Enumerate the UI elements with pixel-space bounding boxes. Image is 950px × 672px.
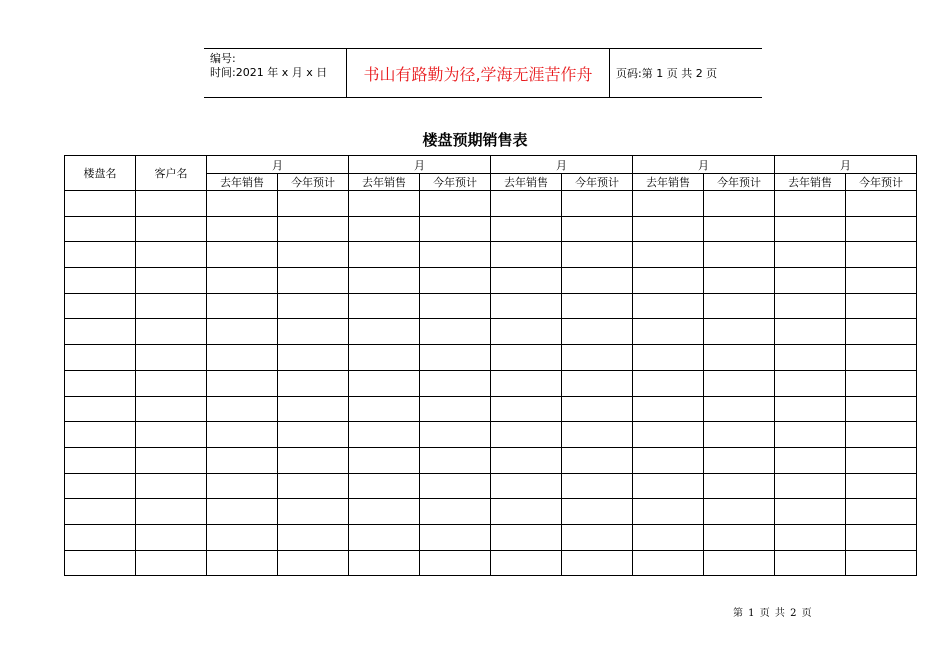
table-cell[interactable] xyxy=(775,422,846,448)
table-cell[interactable] xyxy=(349,216,420,242)
table-cell[interactable] xyxy=(136,242,207,268)
header-building-name: 楼盘名 xyxy=(65,156,136,191)
table-cell[interactable] xyxy=(136,473,207,499)
table-cell[interactable] xyxy=(136,216,207,242)
table-cell[interactable] xyxy=(349,268,420,294)
table-cell[interactable] xyxy=(704,191,775,217)
table-cell[interactable] xyxy=(278,422,349,448)
table-cell[interactable] xyxy=(633,191,704,217)
table-cell[interactable] xyxy=(775,191,846,217)
table-cell[interactable] xyxy=(65,524,136,550)
table-cell[interactable] xyxy=(136,293,207,319)
table-cell[interactable] xyxy=(278,499,349,525)
table-cell[interactable] xyxy=(633,499,704,525)
table-cell[interactable] xyxy=(846,396,917,422)
table-cell[interactable] xyxy=(704,268,775,294)
table-cell[interactable] xyxy=(846,216,917,242)
table-cell[interactable] xyxy=(846,447,917,473)
table-cell[interactable] xyxy=(491,422,562,448)
table-cell[interactable] xyxy=(775,473,846,499)
table-cell[interactable] xyxy=(207,524,278,550)
table-cell[interactable] xyxy=(207,345,278,371)
document-header xyxy=(204,48,762,98)
table-cell[interactable] xyxy=(491,370,562,396)
table-cell[interactable] xyxy=(491,473,562,499)
table-cell[interactable] xyxy=(633,268,704,294)
header-month: 月 xyxy=(775,156,917,174)
table-cell[interactable] xyxy=(420,550,491,576)
table-cell[interactable] xyxy=(207,473,278,499)
table-cell[interactable] xyxy=(775,499,846,525)
table-cell[interactable] xyxy=(349,499,420,525)
table-cell[interactable] xyxy=(775,447,846,473)
table-cell[interactable] xyxy=(420,473,491,499)
table-cell[interactable] xyxy=(65,345,136,371)
table-cell[interactable] xyxy=(420,499,491,525)
table-cell[interactable] xyxy=(207,499,278,525)
table-row xyxy=(65,268,917,294)
header-this-year-forecast: 今年预计 xyxy=(278,174,349,191)
table-cell[interactable] xyxy=(349,242,420,268)
table-cell[interactable] xyxy=(775,370,846,396)
table-cell[interactable] xyxy=(207,268,278,294)
table-cell[interactable] xyxy=(278,370,349,396)
table-row xyxy=(65,447,917,473)
table-cell[interactable] xyxy=(420,396,491,422)
table-cell[interactable] xyxy=(633,319,704,345)
table-cell[interactable] xyxy=(846,422,917,448)
table-cell[interactable] xyxy=(846,293,917,319)
table-cell[interactable] xyxy=(562,422,633,448)
table-cell[interactable] xyxy=(420,524,491,550)
table-cell[interactable] xyxy=(349,473,420,499)
table-cell[interactable] xyxy=(491,550,562,576)
table-cell[interactable] xyxy=(65,268,136,294)
table-row xyxy=(65,293,917,319)
table-cell[interactable] xyxy=(491,524,562,550)
table-cell[interactable] xyxy=(846,370,917,396)
table-cell[interactable] xyxy=(278,191,349,217)
page-info: 页码:第 1 页 共 2 页 xyxy=(616,67,718,80)
table-cell[interactable] xyxy=(704,370,775,396)
motto: 书山有路勤为径,学海无涯苦作舟 xyxy=(346,49,610,97)
table-cell[interactable] xyxy=(420,370,491,396)
table-cell[interactable] xyxy=(65,473,136,499)
table-cell[interactable] xyxy=(65,550,136,576)
table-cell[interactable] xyxy=(278,447,349,473)
table-cell[interactable] xyxy=(136,499,207,525)
table-cell[interactable] xyxy=(491,216,562,242)
table-cell[interactable] xyxy=(562,473,633,499)
table-cell[interactable] xyxy=(704,499,775,525)
table-cell[interactable] xyxy=(704,293,775,319)
table-cell[interactable] xyxy=(278,242,349,268)
table-cell[interactable] xyxy=(349,550,420,576)
table-cell[interactable] xyxy=(349,345,420,371)
table-row xyxy=(65,319,917,345)
table-cell[interactable] xyxy=(491,242,562,268)
table-cell[interactable] xyxy=(633,293,704,319)
table-cell[interactable] xyxy=(65,293,136,319)
header-client-name: 客户名 xyxy=(136,156,207,191)
header-last-year-sales: 去年销售 xyxy=(633,174,704,191)
table-cell[interactable] xyxy=(633,447,704,473)
table-cell[interactable] xyxy=(349,396,420,422)
table-row xyxy=(65,242,917,268)
header-last-year-sales: 去年销售 xyxy=(207,174,278,191)
table-cell[interactable] xyxy=(65,191,136,217)
table-cell[interactable] xyxy=(349,422,420,448)
table-cell[interactable] xyxy=(278,524,349,550)
table-cell[interactable] xyxy=(704,396,775,422)
table-row xyxy=(65,396,917,422)
table-cell[interactable] xyxy=(633,242,704,268)
table-cell[interactable] xyxy=(278,319,349,345)
table-cell[interactable] xyxy=(420,447,491,473)
header-month: 月 xyxy=(207,156,349,174)
table-cell[interactable] xyxy=(562,319,633,345)
number-label: 编号: xyxy=(210,52,236,65)
table-cell[interactable] xyxy=(278,473,349,499)
table-cell[interactable] xyxy=(136,319,207,345)
table-cell[interactable] xyxy=(207,216,278,242)
table-cell[interactable] xyxy=(846,191,917,217)
sales-table xyxy=(64,155,917,576)
table-cell[interactable] xyxy=(704,216,775,242)
table-cell[interactable] xyxy=(420,293,491,319)
table-cell[interactable] xyxy=(562,447,633,473)
table-cell[interactable] xyxy=(846,268,917,294)
table-cell[interactable] xyxy=(562,524,633,550)
header-last-year-sales: 去年销售 xyxy=(775,174,846,191)
table-cell[interactable] xyxy=(136,550,207,576)
table-cell[interactable] xyxy=(846,345,917,371)
table-cell[interactable] xyxy=(562,242,633,268)
table-cell[interactable] xyxy=(633,422,704,448)
table-cell[interactable] xyxy=(65,422,136,448)
table-cell[interactable] xyxy=(349,370,420,396)
table-cell[interactable] xyxy=(846,242,917,268)
table-cell[interactable] xyxy=(491,396,562,422)
table-cell[interactable] xyxy=(65,447,136,473)
table-cell[interactable] xyxy=(633,396,704,422)
table-cell[interactable] xyxy=(278,396,349,422)
table-cell[interactable] xyxy=(562,499,633,525)
table-cell[interactable] xyxy=(65,242,136,268)
table-row xyxy=(65,422,917,448)
table-cell[interactable] xyxy=(349,447,420,473)
table-cell[interactable] xyxy=(775,319,846,345)
table-cell[interactable] xyxy=(136,447,207,473)
table-cell[interactable] xyxy=(136,268,207,294)
table-cell[interactable] xyxy=(562,550,633,576)
table-cell[interactable] xyxy=(491,191,562,217)
table-cell[interactable] xyxy=(278,216,349,242)
table-cell[interactable] xyxy=(846,524,917,550)
table-cell[interactable] xyxy=(491,319,562,345)
table-cell[interactable] xyxy=(704,345,775,371)
table-cell[interactable] xyxy=(775,524,846,550)
table-cell[interactable] xyxy=(207,191,278,217)
table-cell[interactable] xyxy=(278,268,349,294)
table-row xyxy=(65,550,917,576)
table-cell[interactable] xyxy=(775,550,846,576)
table-cell[interactable] xyxy=(65,216,136,242)
table-cell[interactable] xyxy=(207,319,278,345)
table-cell[interactable] xyxy=(775,345,846,371)
table-cell[interactable] xyxy=(775,293,846,319)
table-cell[interactable] xyxy=(491,447,562,473)
table-cell[interactable] xyxy=(207,550,278,576)
table-cell[interactable] xyxy=(136,396,207,422)
table-cell[interactable] xyxy=(136,370,207,396)
table-cell[interactable] xyxy=(562,268,633,294)
table-cell[interactable] xyxy=(562,396,633,422)
table-cell[interactable] xyxy=(420,242,491,268)
table-cell[interactable] xyxy=(136,524,207,550)
table-cell[interactable] xyxy=(633,550,704,576)
table-cell[interactable] xyxy=(846,319,917,345)
table-cell[interactable] xyxy=(207,396,278,422)
table-cell[interactable] xyxy=(136,345,207,371)
table-cell[interactable] xyxy=(278,550,349,576)
table-cell[interactable] xyxy=(65,370,136,396)
table-cell[interactable] xyxy=(633,216,704,242)
table-cell[interactable] xyxy=(633,524,704,550)
table-row xyxy=(65,499,917,525)
table-cell[interactable] xyxy=(704,473,775,499)
table-cell[interactable] xyxy=(420,422,491,448)
table-cell[interactable] xyxy=(278,345,349,371)
header-month: 月 xyxy=(491,156,633,174)
header-last-year-sales: 去年销售 xyxy=(349,174,420,191)
table-cell[interactable] xyxy=(562,370,633,396)
table-cell[interactable] xyxy=(846,550,917,576)
table-cell[interactable] xyxy=(349,524,420,550)
table-cell[interactable] xyxy=(349,319,420,345)
table-cell[interactable] xyxy=(704,319,775,345)
table-cell[interactable] xyxy=(704,422,775,448)
table-cell[interactable] xyxy=(846,499,917,525)
table-cell[interactable] xyxy=(562,191,633,217)
table-cell[interactable] xyxy=(420,319,491,345)
table-cell[interactable] xyxy=(562,293,633,319)
table-cell[interactable] xyxy=(491,268,562,294)
table-row xyxy=(65,191,917,217)
table-cell[interactable] xyxy=(420,345,491,371)
table-cell[interactable] xyxy=(207,447,278,473)
table-cell[interactable] xyxy=(420,216,491,242)
table-cell[interactable] xyxy=(136,191,207,217)
table-row xyxy=(65,370,917,396)
table-cell[interactable] xyxy=(207,370,278,396)
table-cell[interactable] xyxy=(704,550,775,576)
table-cell[interactable] xyxy=(633,473,704,499)
table-cell[interactable] xyxy=(491,345,562,371)
table-cell[interactable] xyxy=(491,499,562,525)
table-cell[interactable] xyxy=(704,447,775,473)
header-this-year-forecast: 今年预计 xyxy=(420,174,491,191)
table-row xyxy=(65,216,917,242)
table-cell[interactable] xyxy=(775,242,846,268)
table-cell[interactable] xyxy=(633,345,704,371)
time-label: 时间:2021 年 x 月 x 日 xyxy=(210,66,328,79)
header-this-year-forecast: 今年预计 xyxy=(562,174,633,191)
table-cell[interactable] xyxy=(704,524,775,550)
table-cell[interactable] xyxy=(420,268,491,294)
table-cell[interactable] xyxy=(65,396,136,422)
table-row xyxy=(65,524,917,550)
table-cell[interactable] xyxy=(136,422,207,448)
header-last-year-sales: 去年销售 xyxy=(491,174,562,191)
table-cell[interactable] xyxy=(562,345,633,371)
page-footer: 第 1 页 共 2 页 xyxy=(733,608,813,619)
table-cell[interactable] xyxy=(420,191,491,217)
table-cell[interactable] xyxy=(775,268,846,294)
table-cell[interactable] xyxy=(65,499,136,525)
table-cell[interactable] xyxy=(775,396,846,422)
header-month: 月 xyxy=(633,156,775,174)
header-this-year-forecast: 今年预计 xyxy=(846,174,917,191)
header-meta xyxy=(204,49,346,97)
table-cell[interactable] xyxy=(207,422,278,448)
header-month: 月 xyxy=(349,156,491,174)
table-cell[interactable] xyxy=(704,242,775,268)
table-row xyxy=(65,345,917,371)
table-cell[interactable] xyxy=(207,242,278,268)
table-cell[interactable] xyxy=(349,293,420,319)
table-cell[interactable] xyxy=(207,293,278,319)
page-title: 楼盘预期销售表 xyxy=(422,131,528,149)
table-cell[interactable] xyxy=(349,191,420,217)
table-cell[interactable] xyxy=(846,473,917,499)
header-this-year-forecast: 今年预计 xyxy=(704,174,775,191)
table-row xyxy=(65,473,917,499)
table-cell[interactable] xyxy=(278,293,349,319)
table-cell[interactable] xyxy=(562,216,633,242)
table-cell[interactable] xyxy=(775,216,846,242)
table-cell[interactable] xyxy=(491,293,562,319)
table-cell[interactable] xyxy=(633,370,704,396)
table-cell[interactable] xyxy=(65,319,136,345)
